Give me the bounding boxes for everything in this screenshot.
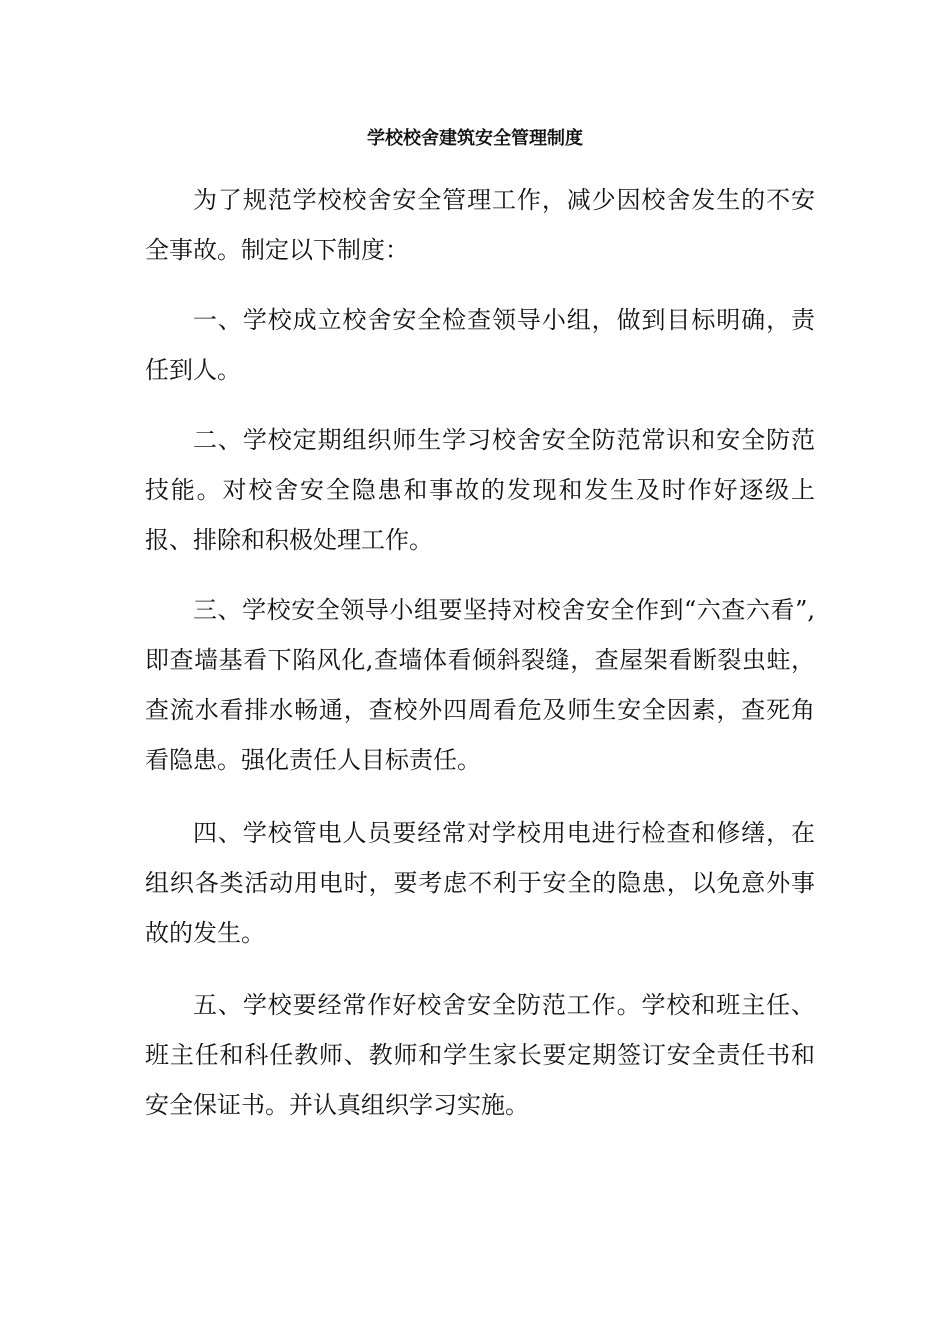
paragraph-item-5: 五、学校要经常作好校舍安全防范工作。学校和班主任、班主任和科任教师、教师和学生家长要定期签订安全责任书和安全保证书。并认真组织学习实施。: [145, 991, 815, 1119]
paragraph-item-4: 四、学校管电人员要经常对学校用电进行检查和修缮，在组织各类活动用电时，要考虑不利于安全的隐患，以免意外事故的发生。: [145, 819, 815, 947]
paragraph-item-2: 二、学校定期组织师生学习校舍安全防范常识和安全防范技能。对校舍安全隐患和事故的发现和发生及时作好逐级上报、排除和积极处理工作。: [145, 426, 815, 554]
paragraph-item-3: 三、学校安全领导小组要坚持对校舍安全作到“六查六看”,即查墙基看下陷风化,查墙体看倾斜裂缝，查屋架看断裂虫蛀，查流水看排水畅通，查校外四周看危及师生安全因素，查死角看隐患。强化责任人目标责任。: [145, 596, 815, 774]
paragraph-item-1: 一、学校成立校舍安全检查领导小组，做到目标明确，责任到人。: [145, 306, 815, 384]
paragraph-intro: 为了规范学校校舍安全管理工作，减少因校舍发生的不安全事故。制定以下制度：: [145, 186, 815, 264]
document-title: 学校校舍建筑安全管理制度: [367, 128, 583, 149]
